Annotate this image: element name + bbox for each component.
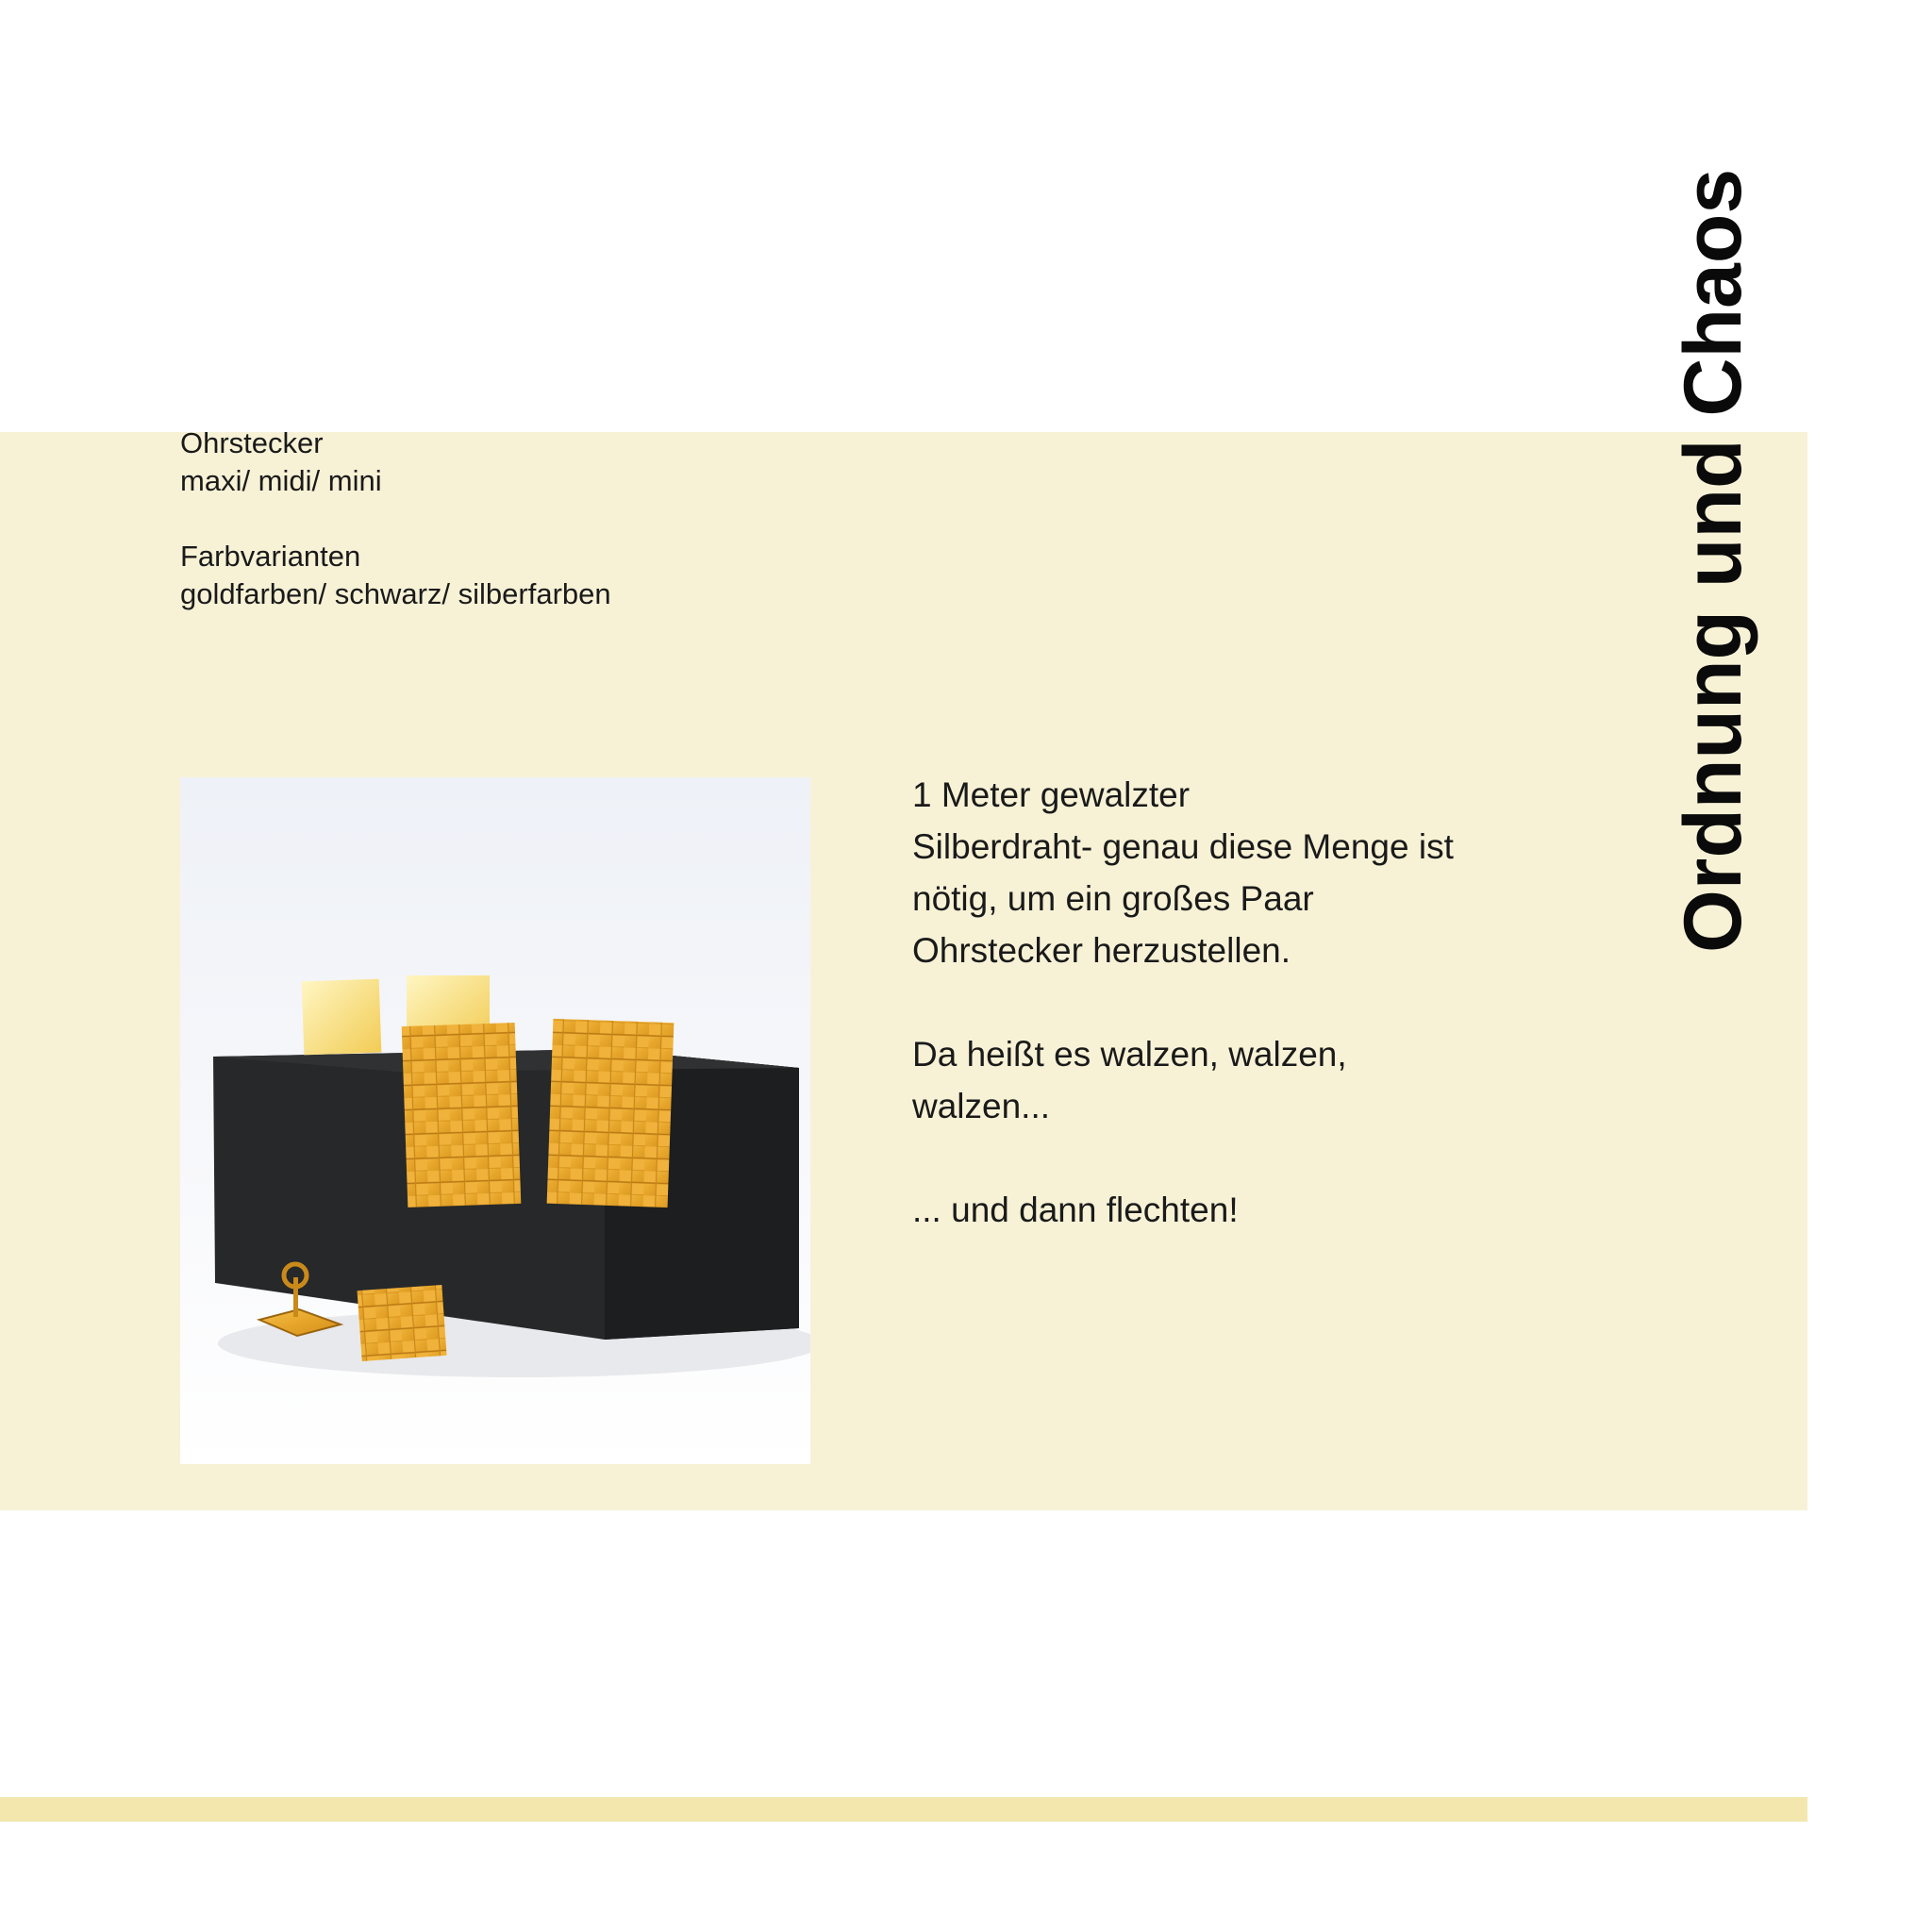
story-line: 1 Meter gewalzter <box>912 775 1191 814</box>
story-paragraph-2 <box>912 1028 1516 1132</box>
product-specs <box>180 425 611 613</box>
page-title: Ordnung und Chaos <box>1668 168 1758 953</box>
story-paragraph-3 <box>912 1184 1516 1236</box>
story-line: Silberdraht- genau diese Menge ist <box>912 827 1454 866</box>
variants-label: Farbvarianten <box>180 540 361 573</box>
story-line: ... und dann flechten! <box>912 1191 1239 1229</box>
story-text <box>912 769 1516 1236</box>
story-line: nötig, um ein großes Paar <box>912 879 1314 918</box>
story-line: walzen... <box>912 1087 1051 1125</box>
product-photo <box>180 777 810 1464</box>
story-line: Ohrstecker herzustellen. <box>912 931 1291 970</box>
product-label: Ohrstecker <box>180 426 324 459</box>
color-variants: goldfarben/ schwarz/ silberfarben <box>180 577 611 610</box>
size-options: maxi/ midi/ mini <box>180 464 382 497</box>
story-paragraph-1 <box>912 769 1516 976</box>
story-line: Da heißt es walzen, walzen, <box>912 1035 1347 1074</box>
bottom-stripe <box>0 1797 1807 1822</box>
